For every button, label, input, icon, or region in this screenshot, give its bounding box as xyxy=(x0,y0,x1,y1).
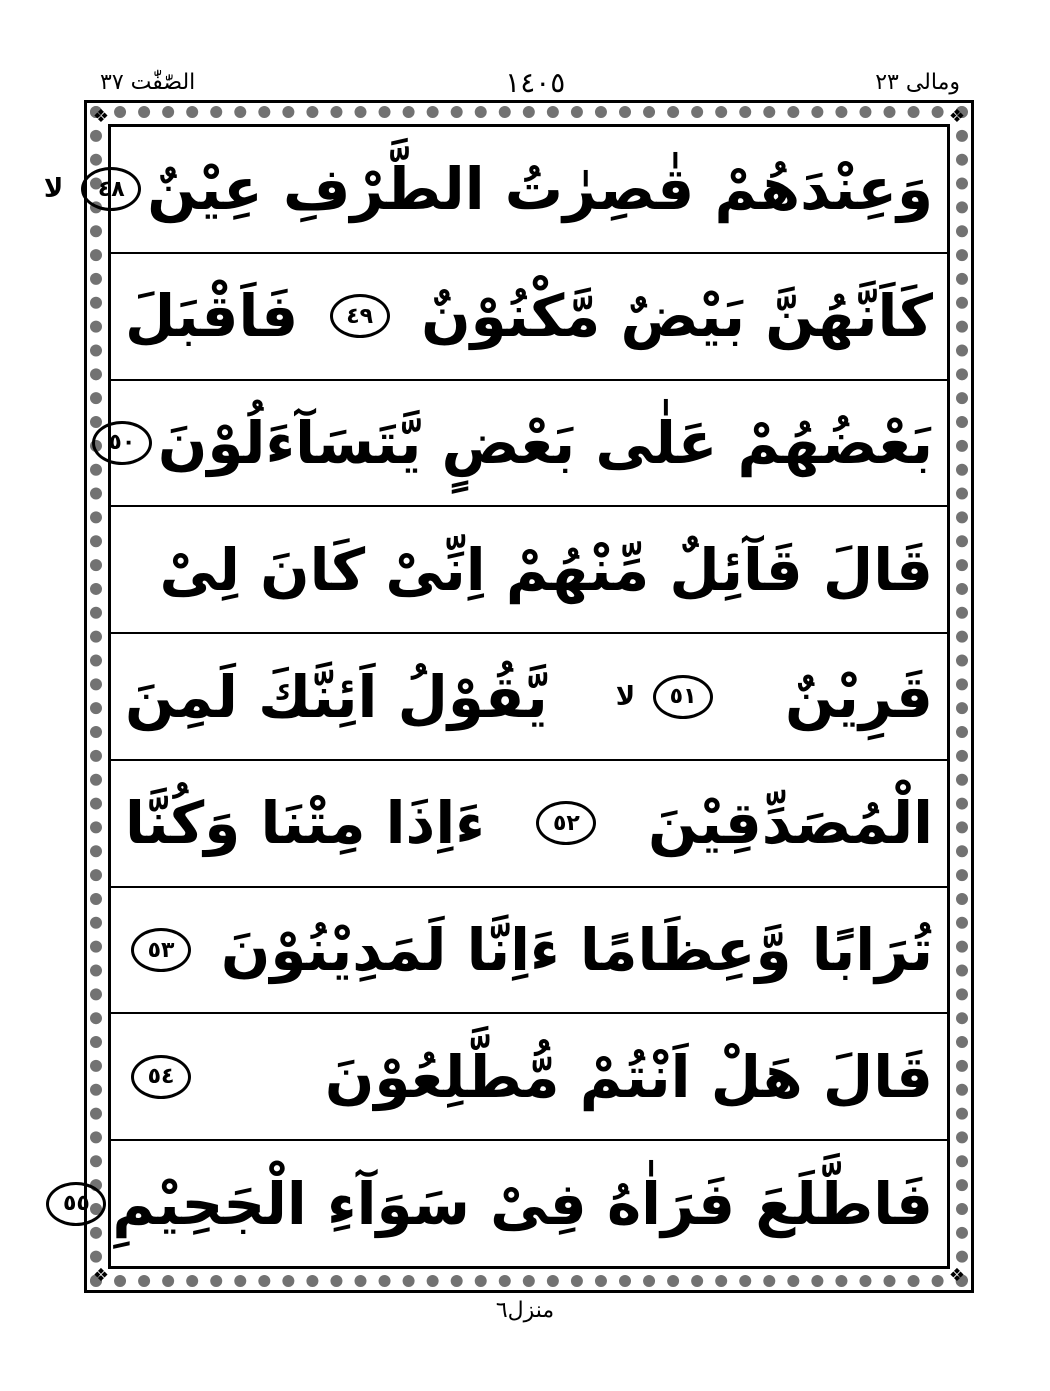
corner-ornament-icon: ❖ xyxy=(92,106,110,127)
ayah-end xyxy=(125,1055,197,1099)
ayah-number-marker: ٥٢ xyxy=(536,801,596,845)
verse-line xyxy=(43,127,947,254)
ayah-end xyxy=(86,421,158,465)
ayah-number-marker: ٤٨ xyxy=(81,167,141,211)
verse-text: فَاَقْبَلَ xyxy=(125,282,299,351)
corner-ornament-icon: ❖ xyxy=(92,1265,110,1286)
verse-text: قَرِيْنٌ xyxy=(784,662,933,731)
verse-text: ءَاِذَا مِتْنَا وَكُنَّا xyxy=(125,789,485,858)
verse-text: كَاَنَّهُنَّ بَيْضٌ مَّكْنُوْنٌ xyxy=(421,282,933,351)
verse-text: فَاطَّلَعَ فَرَاٰهُ فِىْ سَوَآءِ الْجَحِيْمِ xyxy=(112,1169,933,1238)
ayah-end xyxy=(40,1182,112,1226)
waqf-sign: لا xyxy=(615,681,636,712)
verse-text: وَعِنْدَهُمْ قٰصِرٰتُ الطَّرْفِ عِيْنٌ xyxy=(147,155,933,224)
surah-name: الصّٰفّٰت ٣٧ xyxy=(100,69,196,95)
verse-line xyxy=(111,888,947,1015)
ayah-end xyxy=(614,675,719,719)
verse-text: قَالَ هَلْ اَنْتُمْ مُّطَّلِعُوْنَ xyxy=(324,1042,933,1111)
verse-text: الْمُصَدِّقِيْنَ xyxy=(647,789,933,858)
verse-line xyxy=(111,507,947,634)
ayah-end xyxy=(42,167,147,211)
verse-line xyxy=(111,254,947,381)
ayah-end xyxy=(125,928,197,972)
verse-text: يَّقُوْلُ اَئِنَّكَ لَمِنَ xyxy=(125,662,548,731)
verse-text: تُرَابًا وَّعِظَامًا ءَاِنَّا لَمَدِيْنُوْنَ xyxy=(220,916,933,985)
para-name: ومالی ٢٣ xyxy=(875,69,960,95)
verse-line xyxy=(108,381,947,508)
page-number: ١٤٠٥ xyxy=(505,65,566,99)
ayah-number-marker: ٥٠ xyxy=(92,421,152,465)
verse-line xyxy=(111,634,947,761)
ayah-number-marker: ٥٥ xyxy=(46,1182,106,1226)
ayah-number-marker: ٥١ xyxy=(653,675,713,719)
ayah-end xyxy=(530,801,602,845)
ayah-number-marker: ٥٣ xyxy=(131,928,191,972)
ayah-number-marker: ٤٩ xyxy=(330,294,390,338)
page-header xyxy=(100,62,960,102)
corner-ornament-icon: ❖ xyxy=(948,1265,966,1286)
manzil-footer: منزل٦ xyxy=(495,1298,555,1323)
verse-text: بَعْضُهُمْ عَلٰى بَعْضٍ يَّتَسَآءَلُوْنَ xyxy=(157,408,933,477)
verse-text: قَالَ قَآئِلٌ مِّنْهُمْ اِنِّىْ كَانَ لِىْ xyxy=(159,535,933,604)
verse-line xyxy=(111,1014,947,1141)
quran-text-block xyxy=(43,127,947,1266)
corner-ornament-icon: ❖ xyxy=(948,106,966,127)
ayah-number-marker: ٥٤ xyxy=(131,1055,191,1099)
waqf-sign: لا xyxy=(43,174,64,205)
ayah-end xyxy=(324,294,396,338)
verse-line xyxy=(62,1141,947,1266)
verse-line xyxy=(111,761,947,888)
